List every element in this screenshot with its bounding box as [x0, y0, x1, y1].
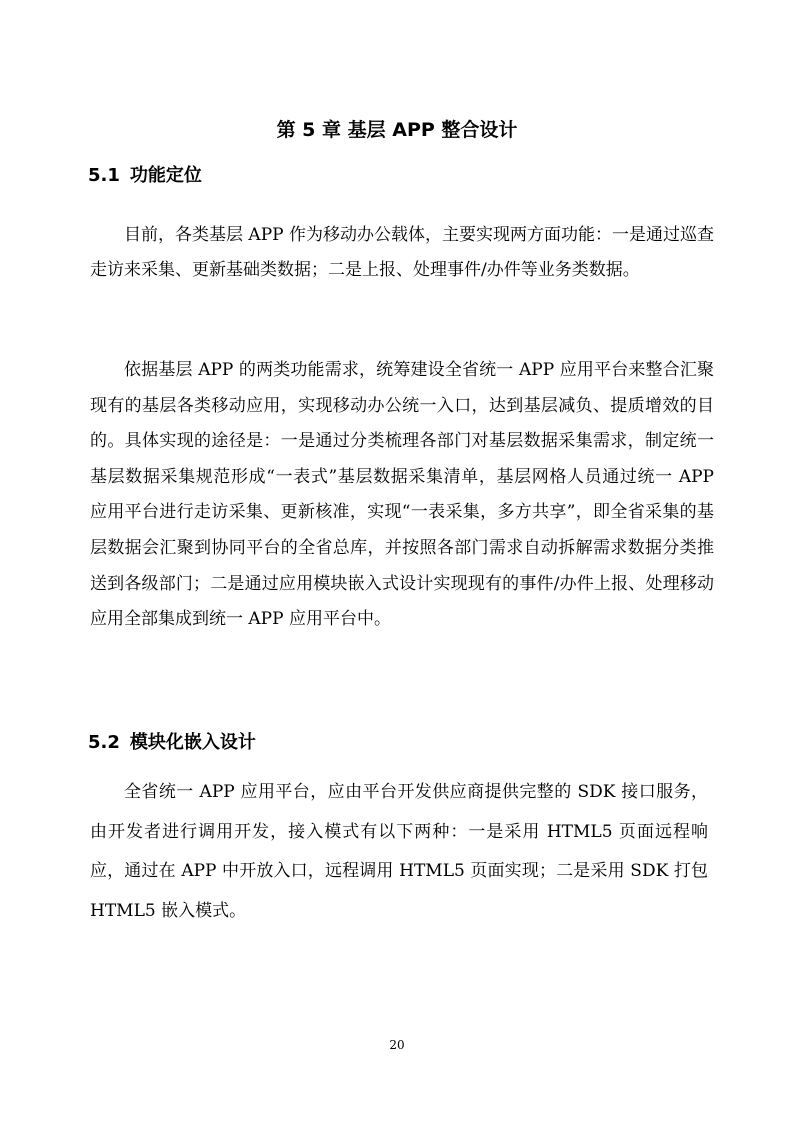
section-title: 功能定位: [129, 165, 202, 186]
paragraph: 依据基层 APP 的两类功能需求，统筹建设全省统一 APP 应用平台来整合汇聚现有的基层各类移动应用，实现移动办公统一入口，达到基层减负、提质增效的目的。具体实现的途径是：一是通过分类梳理各部门对基层数据采集需求，制定统一基层数据采集规范形成“一表式”基层数据采集清单，基层网格人员通过统一 APP 应用平台进行走访采集、更新核准，实现“一表采集，多方共享”，即全省采集的基层数据会汇聚到协同平台的全省总库，并按照各部门需求自动拆解需求数据分类推送到各级部门；二是通过应用模块嵌入式设计实现现有的事件/办件上报、处理移动应用全部集成到统一 APP 应用平台中。: [90, 360, 714, 630]
section-heading-5-2: [88, 730, 256, 756]
paragraph: 全省统一 APP 应用平台，应由平台开发供应商提供完整的 SDK 接口服务，由开发者进行调用开发，接入模式有以下两种：一是采用 HTML5 页面远程响应，通过在 APP 中开放入口，远程调用 HTML5 页面实现；二是采用 SDK 打包 HTML5 嵌入模式。: [90, 782, 708, 921]
section-title: 模块化嵌入设计: [129, 732, 256, 753]
section-number: 5.1: [88, 165, 120, 186]
chapter-title: 第 5 章 基层 APP 整合设计: [276, 119, 518, 141]
section-heading-5-1: [88, 163, 202, 189]
paragraph: 目前，各类基层 APP 作为移动办公载体，主要实现两方面功能：一是通过巡查走访来采集、更新基础类数据；二是上报、处理事件/办件等业务类数据。: [90, 225, 714, 280]
section-number: 5.2: [88, 732, 120, 753]
page-number: 20: [389, 1038, 405, 1052]
